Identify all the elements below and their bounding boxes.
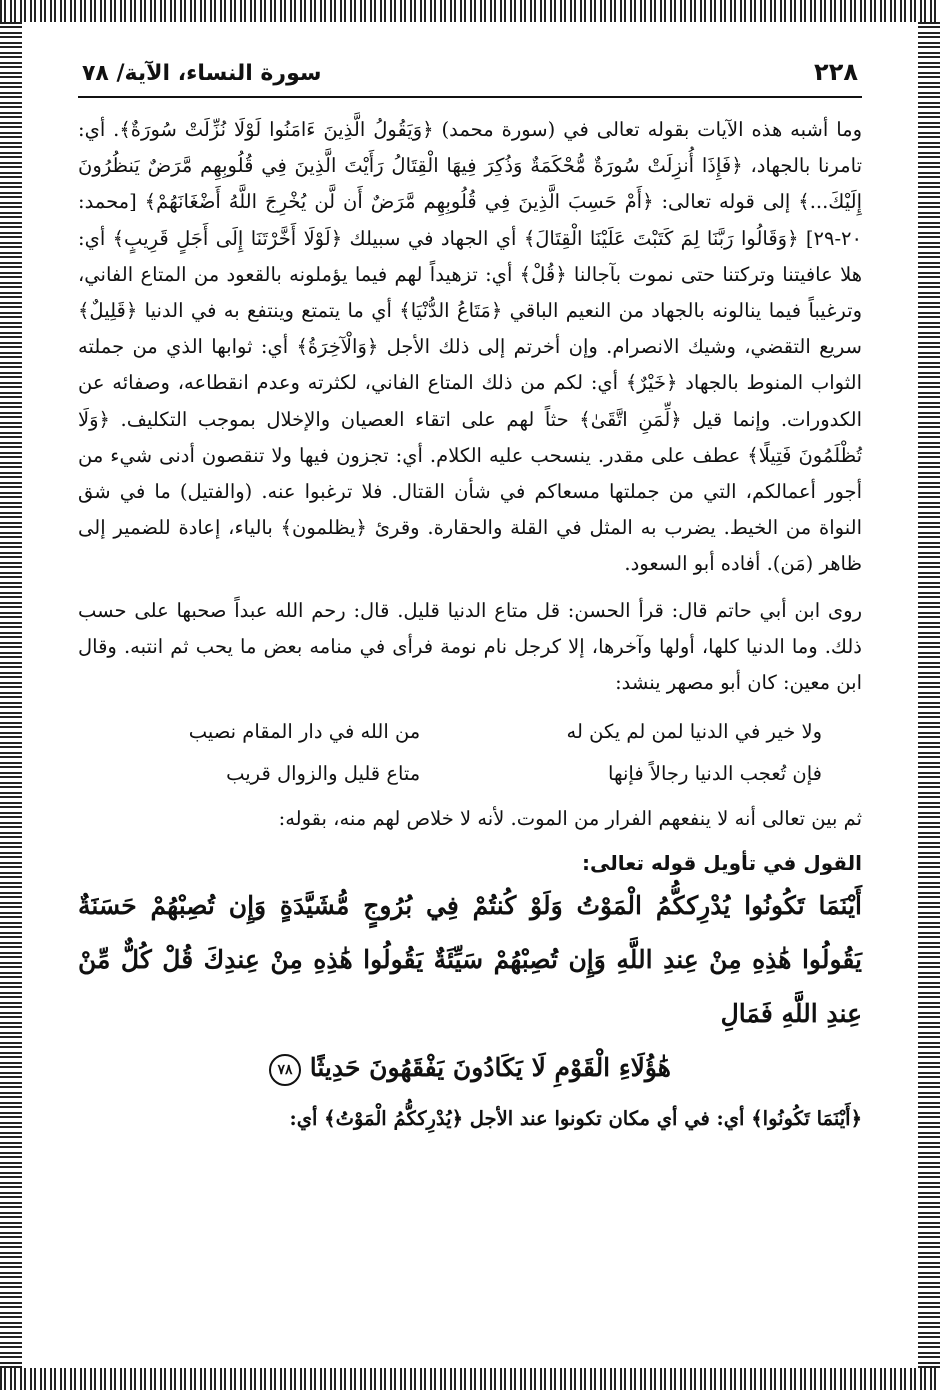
ornamental-border-left	[0, 22, 22, 1368]
poem-verse	[78, 711, 862, 753]
commentary-body	[78, 112, 862, 837]
page-header	[78, 58, 862, 98]
commentary-paragraph: روى ابن أبي حاتم قال: قرأ الحسن: قل متاع الدنيا قليل. قال: رحم الله عبداً صحبها على حسب ذلك. وما الدنيا كلها، أولها وآخرها، إلا كرجل نام نومة فرأى في منامه بعض ما يحب ثم انتبه. وقال ابن معين: كان أبو مصهر ينشد:	[78, 598, 862, 695]
book-page	[78, 58, 862, 1320]
commentary-paragraph: وما أشبه هذه الآيات بقوله تعالى في (سورة محمد) ﴿وَيَقُولُ الَّذِينَ ءَامَنُوا لَوْلَا نُزِّلَتْ سُورَةٌ﴾. أي: تامرنا بالجهاد، ﴿فَإِذَا أُنزِلَتْ سُورَةٌ مُّحْكَمَةٌ وَذُكِرَ فِيهَا الْقِتَالُ رَأَيْتَ الَّذِينَ فِي قُلُوبِهِم مَّرَضٌ يَنظُرُونَ إِلَيْكَ...﴾ إلى قوله تعالى: ﴿أَمْ حَسِبَ الَّذِينَ فِي قُلُوبِهِم مَّرَضٌ أَن لَّن يُخْرِجَ اللَّهُ أَضْغَانَهُمْ﴾ [محمد: ٢٠-٢٩] ﴿وَقَالُوا رَبَّنَا لِمَ كَتَبْتَ عَلَيْنَا الْقِتَالَ﴾ أي الجهاد في سبيلك ﴿لَوْلَا أَخَّرْتَنَا إِلَى أَجَلٍ قَرِيبٍ﴾ أي: هلا عافيتنا وتركتنا حتى نموت بآجالنا ﴿قُلْ﴾ أي: تزهيداً لهم فيما يؤملونه بالقعود من المتاع الفاني، وترغيباً فيما ينالونه بالجهاد من النعيم الباقي ﴿مَتَاعُ الدُّنْيَا﴾ أي ما يتمتع وينتفع به في الدنيا ﴿قَلِيلٌ﴾ سريع التقضي، وشيك الانصرام. وإن أخرتم إلى ذلك الأجل ﴿وَالْآخِرَةُ﴾ أي: ثوابها الذي من جملته الثواب المنوط بالجهاد ﴿خَيْرٌ﴾ أي: لكم من ذلك المتاع الفاني، لكثرته وعدم انقطاعه، وصفائه عن الكدورات. وإنما قيل ﴿لِّمَنِ اتَّقَىٰ﴾ حثاً لهم على اتقاء العصيان والإخلال بموجب التكليف. ﴿وَلَا تُظْلَمُونَ فَتِيلًا﴾ عطف على مقدر. ينسحب عليه الكلام. أي: تجزون فيها ولا تنقصون أدنى شيء من أجور أعمالكم، التي من جملتها مسعاكم في شأن القتال. فلا ترغبوا عنه. (والفتيل) ما في شق النواة من الخيط. يضرب به المثل في القلة والحقارة. وقرئ ﴿يظلمون﴾ بالياء، إعادة للضمير إلى ظاهر (مَن). أفاده أبو السعود.	[78, 118, 862, 576]
commentary-paragraph: ثم بين تعالى أنه لا ينفعهم الفرار من الموت. لأنه لا خلاص لهم منه، بقوله:	[278, 807, 862, 831]
ornamental-border-bottom	[0, 1368, 940, 1390]
poem	[78, 711, 862, 795]
poem-verse	[78, 753, 862, 795]
section-heading: القول في تأويل قوله تعالى:	[582, 851, 862, 876]
verse-text: أَيْنَمَا تَكُونُوا يُدْرِككُّمُ الْمَوْتُ وَلَوْ كُنتُمْ فِي بُرُوجٍ مُّشَيَّدَةٍ وَإِن تُصِبْهُمْ حَسَنَةٌ يَقُولُوا هَٰذِهِ مِنْ عِندِ اللَّهِ وَإِن تُصِبْهُمْ سَيِّئَةٌ يَقُولُوا هَٰذِهِ مِنْ عِندِكَ قُلْ كُلٌّ مِّنْ عِندِ اللَّهِ فَمَالِ	[78, 891, 862, 1029]
running-title: سورة النساء، الآية/ ٧٨	[82, 61, 322, 86]
poem-hemistich-right: فإن تُعجب الدنيا رجالاً فإنها	[608, 762, 822, 786]
quran-verse	[78, 879, 862, 1095]
page-number: ٢٢٨	[814, 58, 858, 86]
poem-hemistich-right: ولا خير في الدنيا لمن لم يكن له	[566, 720, 822, 744]
verse-end-text: هَٰؤُلَاءِ الْقَوْمِ لَا يَكَادُونَ يَفْقَهُونَ حَدِيثًا	[309, 1053, 671, 1083]
poem-hemistich-left: من الله في دار المقام نصيب	[188, 720, 421, 744]
commentary-continuation: ﴿أَيْنَمَا تَكُونُوا﴾ أي: في أي مكان تكونوا عند الأجل ﴿يُدْرِككُّمُ الْمَوْتُ﴾ أي:	[289, 1107, 862, 1131]
ayah-number-marker: ٧٨	[269, 1054, 301, 1086]
ornamental-border-right	[918, 22, 940, 1368]
poem-hemistich-left: متاع قليل والزوال قريب	[226, 762, 421, 786]
ornamental-border-top	[0, 0, 940, 22]
verse-ending	[78, 1041, 862, 1095]
